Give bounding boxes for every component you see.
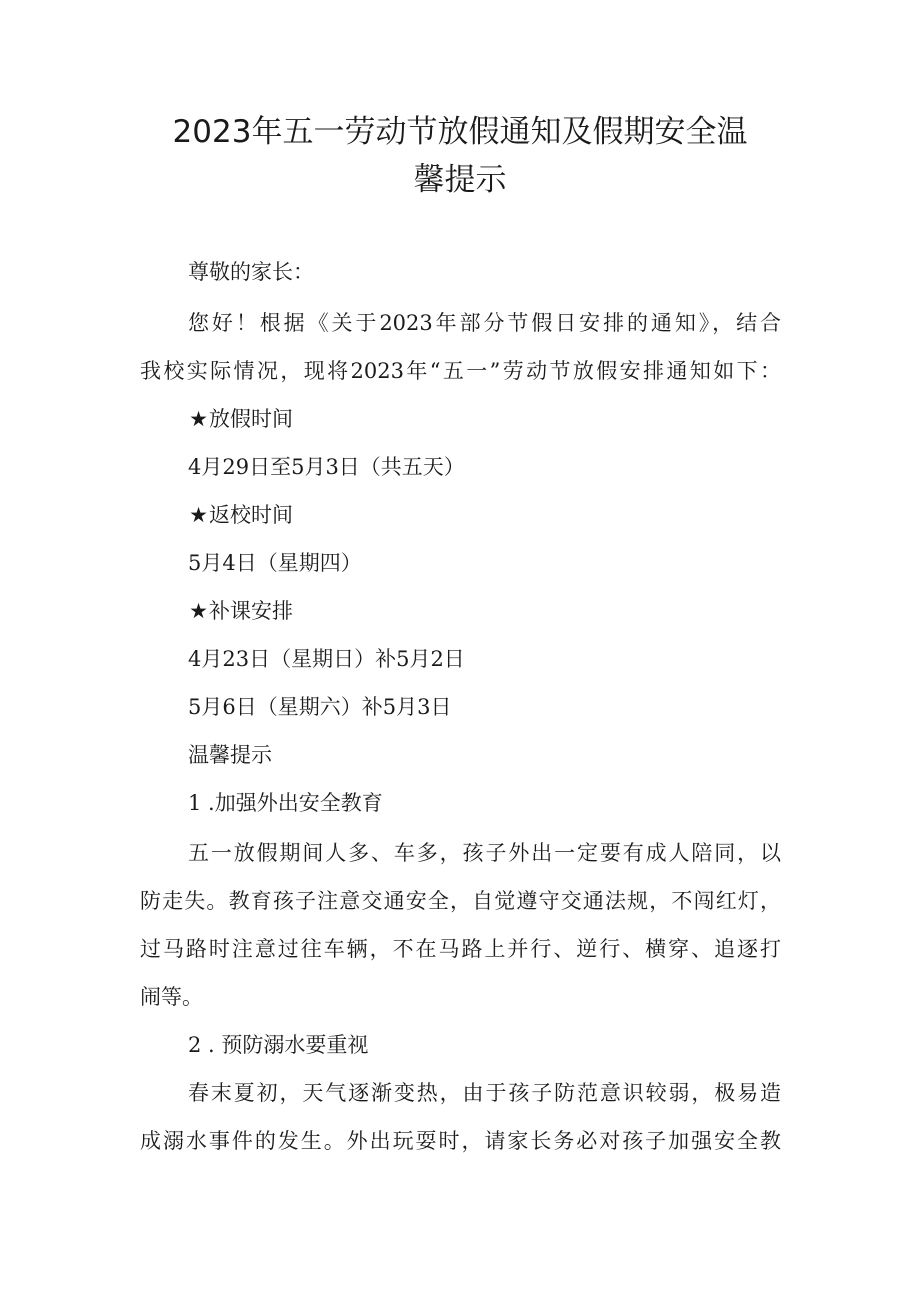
tip-1-heading: 1 .加强外出安全教育 <box>188 791 383 815</box>
intro-line-1: 您好！根据《关于2023年部分节假日安排的通知》，结合 <box>188 311 781 335</box>
document-title-line-2: 馨提示 <box>413 162 507 198</box>
holiday-period: 4月29日至5月3日（共五天） <box>188 455 465 479</box>
document-title-line-1: 2023年五一劳动节放假通知及假期安全温 <box>172 114 748 150</box>
section-heading-text: 补课安排 <box>209 599 293 623</box>
makeup-class-1: 4月23日（星期日）补5月2日 <box>188 647 465 671</box>
tip-2-line-2: 成溺水事件的发生。外出玩耍时，请家长务必对孩子加强安全教 <box>140 1129 781 1153</box>
tip-1-line-3: 过马路时注意过往车辆，不在马路上并行、逆行、横穿、追逐打 <box>140 937 781 961</box>
tip-1-line-4: 闹等。 <box>140 985 203 1009</box>
tip-2-line-1: 春末夏初，天气逐渐变热，由于孩子防范意识较弱，极易造 <box>188 1081 781 1105</box>
return-date: 5月4日（星期四） <box>188 551 362 575</box>
star-icon: ★ <box>189 503 208 527</box>
section-heading-holiday-time <box>188 404 293 434</box>
tip-1-line-2: 防走失。教育孩子注意交通安全，自觉遵守交通法规，不闯红灯， <box>140 889 781 913</box>
tips-heading: 温馨提示 <box>188 743 272 767</box>
section-heading-text: 返校时间 <box>209 503 293 527</box>
section-heading-return-time <box>188 500 293 530</box>
tip-1-line-1: 五一放假期间人多、车多，孩子外出一定要有成人陪同，以 <box>188 841 781 865</box>
intro-line-2: 我校实际情况，现将2023年“五一”劳动节放假安排通知如下： <box>140 359 781 383</box>
star-icon: ★ <box>189 599 208 623</box>
tip-2-heading: 2 . 预防溺水要重视 <box>188 1033 369 1057</box>
section-heading-makeup-classes <box>188 596 293 626</box>
section-heading-text: 放假时间 <box>209 407 293 431</box>
salutation: 尊敬的家长： <box>188 260 314 284</box>
star-icon: ★ <box>189 407 208 431</box>
makeup-class-2: 5月6日（星期六）补5月3日 <box>188 695 452 719</box>
